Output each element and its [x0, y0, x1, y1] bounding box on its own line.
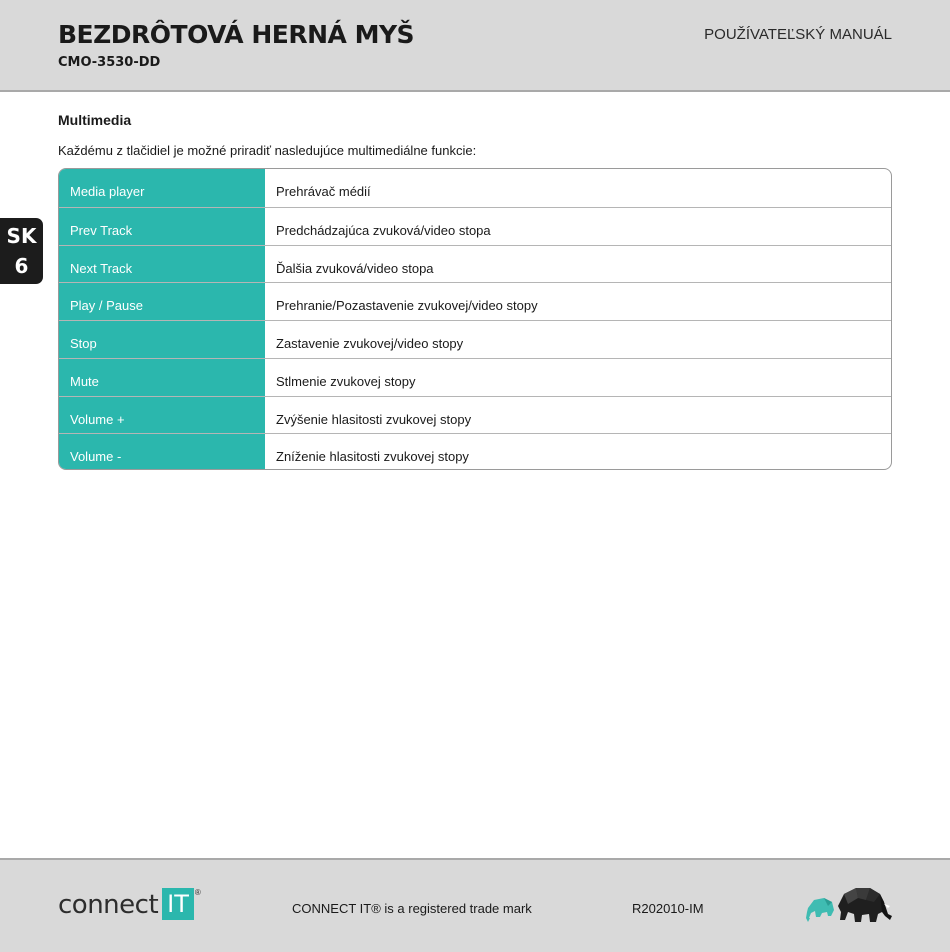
function-description-cell: Zastavenie zvukovej/video stopy — [276, 336, 464, 351]
page-footer — [0, 858, 950, 952]
logo-it-mark: IT — [162, 888, 194, 920]
language-page-tab — [0, 218, 43, 284]
function-description-cell: Prehrávač médií — [276, 184, 371, 199]
function-name-cell: Volume - — [59, 434, 265, 470]
table-row — [59, 358, 891, 396]
section-heading: Multimedia — [58, 112, 132, 128]
function-description-cell: Predchádzajúca zvuková/video stopa — [276, 222, 491, 238]
function-name-cell: Play / Pause — [59, 283, 265, 320]
page-number: 6 — [14, 254, 29, 278]
section-intro: Každému z tlačidiel je možné priradiť nasledujúce multimediálne funkcie: — [58, 143, 477, 158]
table-row — [59, 282, 891, 320]
function-description-cell: Zvýšenie hlasitosti zvukovej stopy — [276, 411, 472, 427]
function-description-cell: Prehranie/Pozastavenie zvukovej/video stopy — [276, 298, 538, 314]
page-header — [0, 0, 950, 92]
function-name-cell: Prev Track — [59, 208, 265, 245]
manual-label: POUŽÍVATEĽSKÝ MANUÁL — [704, 26, 892, 43]
function-name-cell: Stop — [59, 321, 265, 358]
function-name-cell: Next Track — [59, 246, 265, 283]
logo-registered-mark: ® — [194, 888, 201, 897]
table-row — [59, 320, 891, 358]
brand-logo — [58, 888, 201, 920]
logo-wordmark: connect — [58, 890, 159, 920]
multimedia-function-table — [58, 168, 892, 470]
elephant-icon — [804, 884, 894, 931]
table-row — [59, 396, 891, 434]
table-row — [59, 245, 891, 283]
function-description-cell: Zníženie hlasitosti zvukovej stopy — [276, 449, 469, 465]
function-description-cell: Stlmenie zvukovej stopy — [276, 373, 416, 389]
table-row — [59, 169, 891, 207]
function-name-cell: Mute — [59, 359, 265, 396]
language-code: SK — [6, 224, 37, 248]
trademark-notice: CONNECT IT® is a registered trade mark — [292, 901, 532, 916]
function-description-cell: Ďalšia zvuková/video stopa — [276, 260, 434, 276]
function-name-cell: Volume + — [59, 397, 265, 434]
document-code: R202010-IM — [632, 901, 704, 916]
function-name-cell: Media player — [59, 169, 265, 207]
table-row — [59, 207, 891, 245]
table-row — [59, 433, 891, 470]
document-title: BEZDRÔTOVÁ HERNÁ MYŠ — [58, 20, 415, 49]
model-number: CMO-3530-DD — [58, 55, 161, 70]
